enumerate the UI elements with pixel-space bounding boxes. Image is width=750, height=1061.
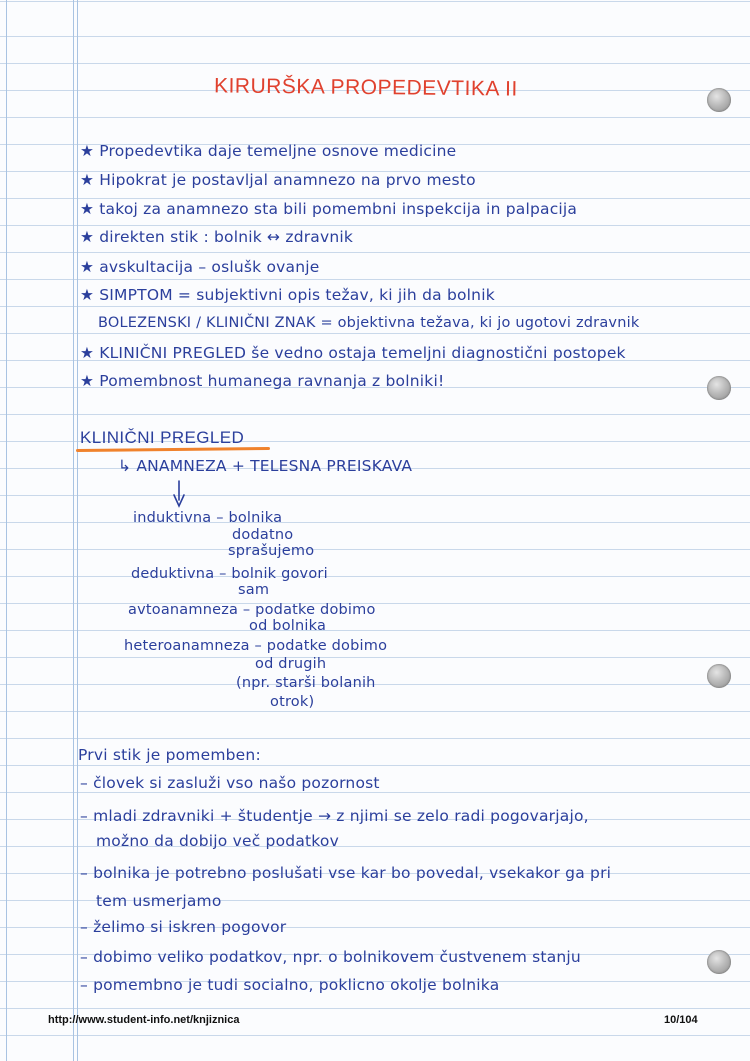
page-title: KIRURŠKA PROPEDEVTIKA II xyxy=(213,74,518,101)
margin-line-second xyxy=(77,0,78,1061)
first-contact-point: – bolnika je potrebno poslušati vse kar bo povedal, vsekakor ga pri xyxy=(80,864,612,882)
first-contact-point: – pomembno je tudi socialno, poklicno okolje bolnika xyxy=(80,976,500,994)
down-arrow-icon xyxy=(172,480,186,508)
note-line: ★ takoj za anamnezo sta bili pomembni inspekcija in palpacija xyxy=(80,200,578,218)
anamnesis-type: induktivna – bolnika xyxy=(133,510,283,526)
heading-underline xyxy=(76,447,270,452)
note-line: ★ Propedevtika daje temeljne osnove medicine xyxy=(80,142,457,160)
anamnesis-type-detail: od bolnika xyxy=(249,618,327,634)
binder-hole-icon xyxy=(707,88,731,112)
first-contact-point: – mladi zdravniki + študentje → z njimi se zelo radi pogovarjajo, xyxy=(80,807,589,825)
first-contact-point: – dobimo veliko podatkov, npr. o bolnikovem čustvenem stanju xyxy=(80,948,581,966)
first-contact-point: možno da dobijo več podatkov xyxy=(96,832,339,850)
anamnesis-type-detail: od drugih xyxy=(255,656,327,672)
note-line: ★ KLINIČNI PREGLED še vedno ostaja temeljni diagnostični postopek xyxy=(80,344,626,362)
anamnesis-type-detail: (npr. starši bolanih xyxy=(236,675,376,691)
note-line: ★ SIMPTOM = subjektivni opis težav, ki jih da bolnik xyxy=(80,286,495,304)
binder-hole-icon xyxy=(707,664,731,688)
anamnesis-type: heteroanamneza – podatke dobimo xyxy=(124,638,388,654)
source-url: http://www.student-info.net/knjiznica xyxy=(48,1014,240,1026)
anamnesis-type: deduktivna – bolnik govori xyxy=(131,566,328,582)
anamnesis-type-detail: otrok) xyxy=(270,694,315,710)
anamnesis-type: avtoanamneza – podatke dobimo xyxy=(128,602,376,618)
page-number: 10/104 xyxy=(664,1014,698,1026)
anamnesis-type-detail: sam xyxy=(238,582,270,598)
note-line: ★ Hipokrat je postavljal anamnezo na prvo mesto xyxy=(80,171,476,189)
first-contact-point: tem usmerjamo xyxy=(96,892,222,910)
note-line: ★ avskultacija – oslušk ovanje xyxy=(80,258,320,276)
anamnesis-type-detail: dodatno xyxy=(232,527,294,543)
first-contact-heading: Prvi stik je pomemben: xyxy=(78,746,261,764)
first-contact-point: – želimo si iskren pogovor xyxy=(80,918,287,936)
left-edge-line xyxy=(6,0,7,1061)
note-line: ★ direkten stik : bolnik ↔ zdravnik xyxy=(80,228,354,246)
first-contact-point: – človek si zasluži vso našo pozornost xyxy=(80,774,380,792)
margin-line xyxy=(73,0,74,1061)
anamnesis-type-detail: sprašujemo xyxy=(228,543,315,559)
note-line: BOLEZENSKI / KLINIČNI ZNAK = objektivna težava, ki jo ugotovi zdravnik xyxy=(98,315,640,331)
note-line: ★ Pomembnost humanega ravnanja z bolniki! xyxy=(80,372,445,390)
section-heading: KLINIČNI PREGLED xyxy=(80,428,245,447)
exam-components: ↳ ANAMNEZA + TELESNA PREISKAVA xyxy=(118,457,413,475)
binder-hole-icon xyxy=(707,950,731,974)
binder-hole-icon xyxy=(707,376,731,400)
